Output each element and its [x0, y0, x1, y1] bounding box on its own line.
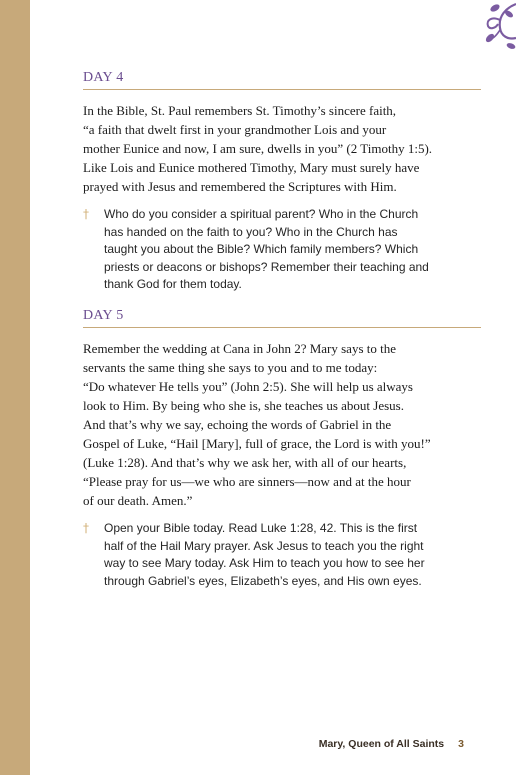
cross-icon: † — [83, 521, 89, 535]
reflection-line: Open your Bible today. Read Luke 1:28, 42. This is the first — [104, 521, 418, 535]
body-line: “Do whatever He tells you” (John 2:5). She will help us always — [83, 379, 413, 394]
day-4-section — [83, 70, 483, 294]
reflection-line: has handed on the faith to you? Who in the Church has — [104, 224, 398, 239]
reflection-line: way to see Mary today. Ask Him to teach you how to see her — [104, 556, 425, 570]
day-5-reflection-text — [104, 520, 483, 590]
side-color-band — [0, 0, 30, 775]
reflection-line: priests or deacons or bishops? Remember their teaching and — [104, 259, 429, 274]
body-line: mother Eunice and now, I am sure, dwells in you” (2 Timothy 1:5). — [83, 141, 433, 156]
reflection-line: Who do you consider a spiritual parent? Who in the Church — [104, 207, 419, 221]
day-4-reflection — [83, 206, 483, 294]
page-footer — [319, 738, 464, 750]
body-line: In the Bible, St. Paul remembers St. Timothy’s sincere faith, — [83, 103, 397, 118]
vine-ornament-icon — [454, 0, 516, 52]
footer-book-title: Mary, Queen of All Saints — [318, 738, 445, 750]
body-line: Remember the wedding at Cana in John 2? Mary says to the — [83, 341, 397, 356]
day-5-section — [83, 308, 483, 590]
body-line: “a faith that dwelt first in your grandmother Lois and your — [83, 122, 387, 137]
cross-icon: † — [83, 207, 89, 221]
body-line: Like Lois and Eunice mothered Timothy, Mary must surely have — [83, 160, 420, 175]
reflection-line: through Gabriel’s eyes, Elizabeth’s eyes, and His own eyes. — [104, 573, 422, 588]
body-line: And that’s why we say, echoing the words of Gabriel in the — [83, 417, 392, 432]
body-line: of our death. Amen.” — [83, 493, 193, 508]
day-4-body — [83, 101, 483, 196]
body-line: Gospel of Luke, “Hail [Mary], full of grace, the Lord is with you!” — [83, 436, 431, 451]
day-5-heading: DAY 5 — [83, 308, 481, 328]
day-5-body — [83, 339, 483, 510]
day-5-reflection — [83, 520, 483, 590]
day-4-heading: DAY 4 — [83, 70, 481, 90]
reflection-line: thank God for them today. — [104, 277, 242, 291]
reflection-line: half of the Hail Mary prayer. Ask Jesus to teach you the right — [104, 538, 424, 553]
body-line: servants the same thing she says to you and to me today: — [83, 360, 378, 375]
body-line: “Please pray for us—we who are sinners—now and at the hour — [83, 474, 411, 489]
body-line: prayed with Jesus and remembered the Scriptures with Him. — [83, 179, 397, 194]
page-number: 3 — [458, 738, 464, 750]
day-4-reflection-text — [104, 206, 483, 294]
reflection-line: taught you about the Bible? Which family members? Which — [104, 242, 419, 256]
body-line: (Luke 1:28). And that’s why we ask her, with all of our hearts, — [83, 455, 407, 470]
body-line: look to Him. By being who she is, she teaches us about Jesus. — [83, 398, 404, 413]
